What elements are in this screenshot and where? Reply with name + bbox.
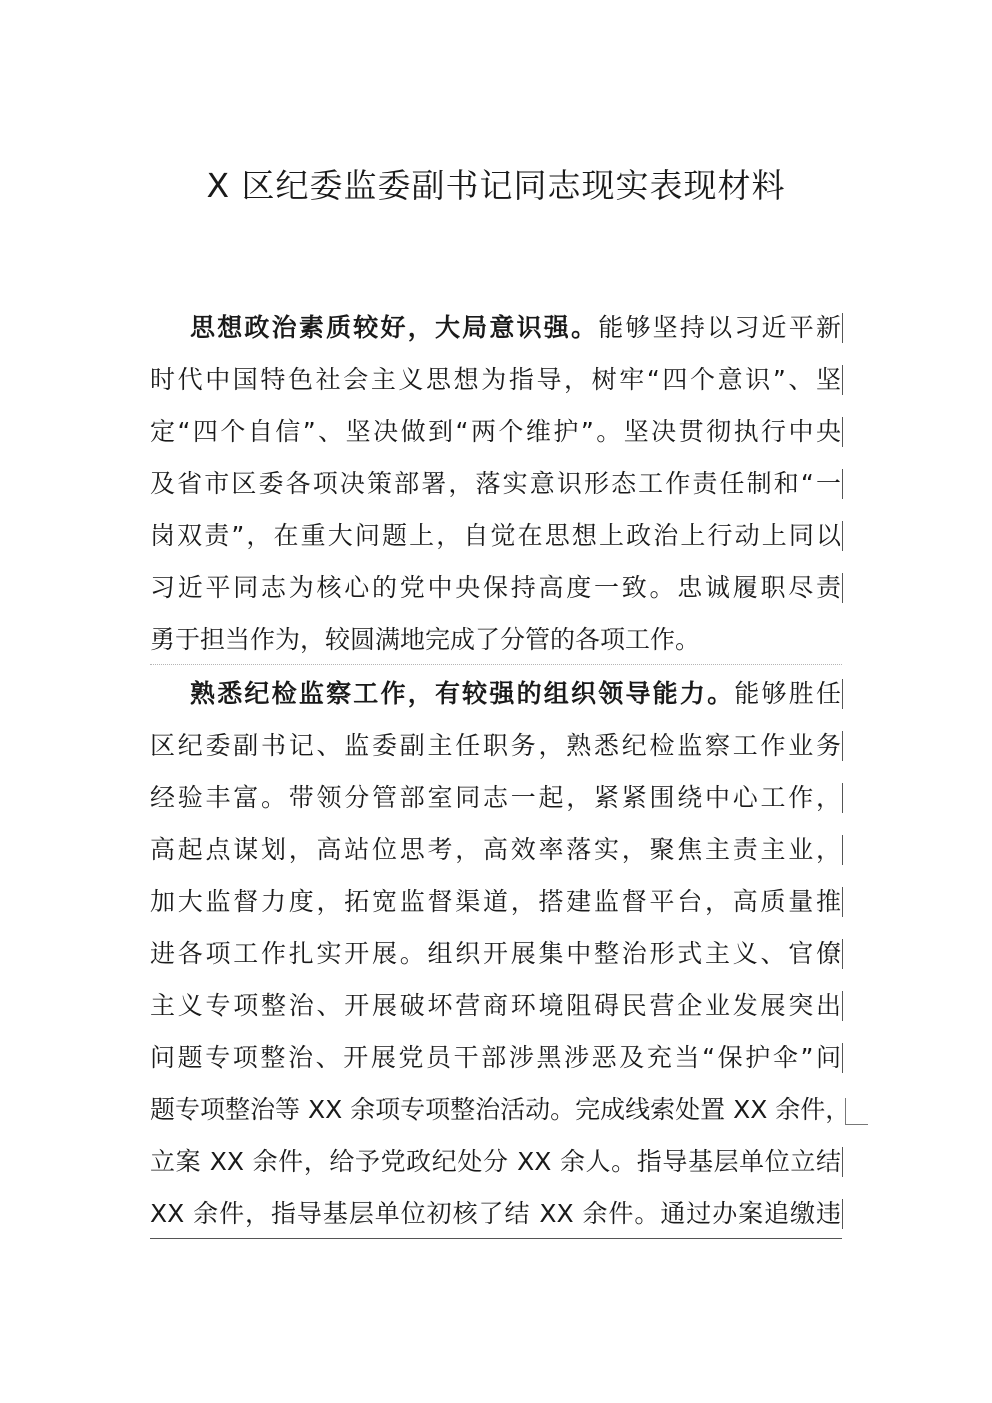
paragraph-1-line-3: 定“四个自信”、坚决做到“两个维护”。坚决贯彻执行中央 — [150, 417, 841, 446]
paragraph-1-line-4: 及省市区委各项决策部署，落实意识形态工作责任制和“一 — [150, 469, 841, 498]
paragraph-2-line-1-text: 能够胜任 — [734, 679, 841, 708]
paragraph-2-line-1 — [190, 668, 841, 720]
paragraph-2-heading: 熟悉纪检监察工作，有较强的组织领导能力。 — [190, 679, 735, 708]
paragraph-2-line-10: 立案 XX 余件，给予党政纪处分 XX 余人。指导基层单位立结 — [150, 1147, 841, 1176]
margin-mark — [842, 417, 843, 447]
paragraph-2-line-2: 区纪委副书记、监委副主任职务，熟悉纪检监察工作业务 — [150, 731, 841, 760]
paragraph-1-line-6: 习近平同志为核心的党中央保持高度一致。忠诚履职尽责 — [150, 573, 841, 602]
margin-mark — [842, 521, 843, 551]
margin-mark — [842, 573, 843, 603]
paragraph-1-line-1 — [190, 302, 841, 354]
margin-mark — [842, 313, 843, 343]
document-title: X 区纪委监委副书记同志现实表现材料 — [206, 166, 786, 205]
margin-mark — [842, 1043, 843, 1073]
margin-mark — [842, 887, 843, 917]
paragraph-separator — [150, 664, 842, 665]
paragraph-1-line-5: 岗双责”，在重大问题上，自觉在思想上政治上行动上同以 — [150, 521, 841, 550]
paragraph-2-line-11: XX 余件，指导基层单位初核了结 XX 余件。通过办案追缴违 — [150, 1199, 841, 1228]
margin-mark — [842, 783, 843, 813]
paragraph-2-line-5: 加大监督力度，拓宽监督渠道，搭建监督平台，高质量推 — [150, 887, 841, 916]
margin-mark — [842, 1147, 843, 1177]
paragraph-2-line-6: 进各项工作扎实开展。组织开展集中整治形式主义、官僚 — [150, 939, 841, 968]
margin-corner-mark — [845, 1098, 868, 1125]
paragraph-1-line-1-text: 能够坚持以习近平新 — [598, 313, 841, 342]
paragraph-2-line-9: 题专项整治等 XX 余项专项整治活动。完成线索处置 XX 余件， — [150, 1095, 851, 1124]
paragraph-1-heading: 思想政治素质较好，大局意识强。 — [190, 313, 599, 342]
margin-mark — [842, 469, 843, 499]
margin-mark — [842, 835, 843, 865]
paragraph-2-line-7: 主义专项整治、开展破坏营商环境阻碍民营企业发展突出 — [150, 991, 841, 1020]
margin-mark — [842, 731, 843, 761]
margin-mark — [842, 991, 843, 1021]
paragraph-1-line-7: 勇于担当作为，较圆满地完成了分管的各项工作。 — [150, 625, 701, 654]
paragraph-2-line-3: 经验丰富。带领分管部室同志一起，紧紧围绕中心工作， — [150, 783, 841, 812]
margin-mark — [842, 939, 843, 969]
margin-mark — [842, 1199, 843, 1229]
paragraph-1-line-2: 时代中国特色社会主义思想为指导，树牢“四个意识”、坚 — [150, 365, 841, 394]
margin-mark — [842, 679, 843, 709]
paragraph-2-line-8: 问题专项整治、开展党员干部涉黑涉恶及充当“保护伞”问 — [150, 1043, 841, 1072]
page-bottom-rule — [150, 1238, 842, 1239]
paragraph-2-line-4: 高起点谋划，高站位思考，高效率落实，聚焦主责主业， — [150, 835, 841, 864]
margin-mark — [842, 365, 843, 395]
